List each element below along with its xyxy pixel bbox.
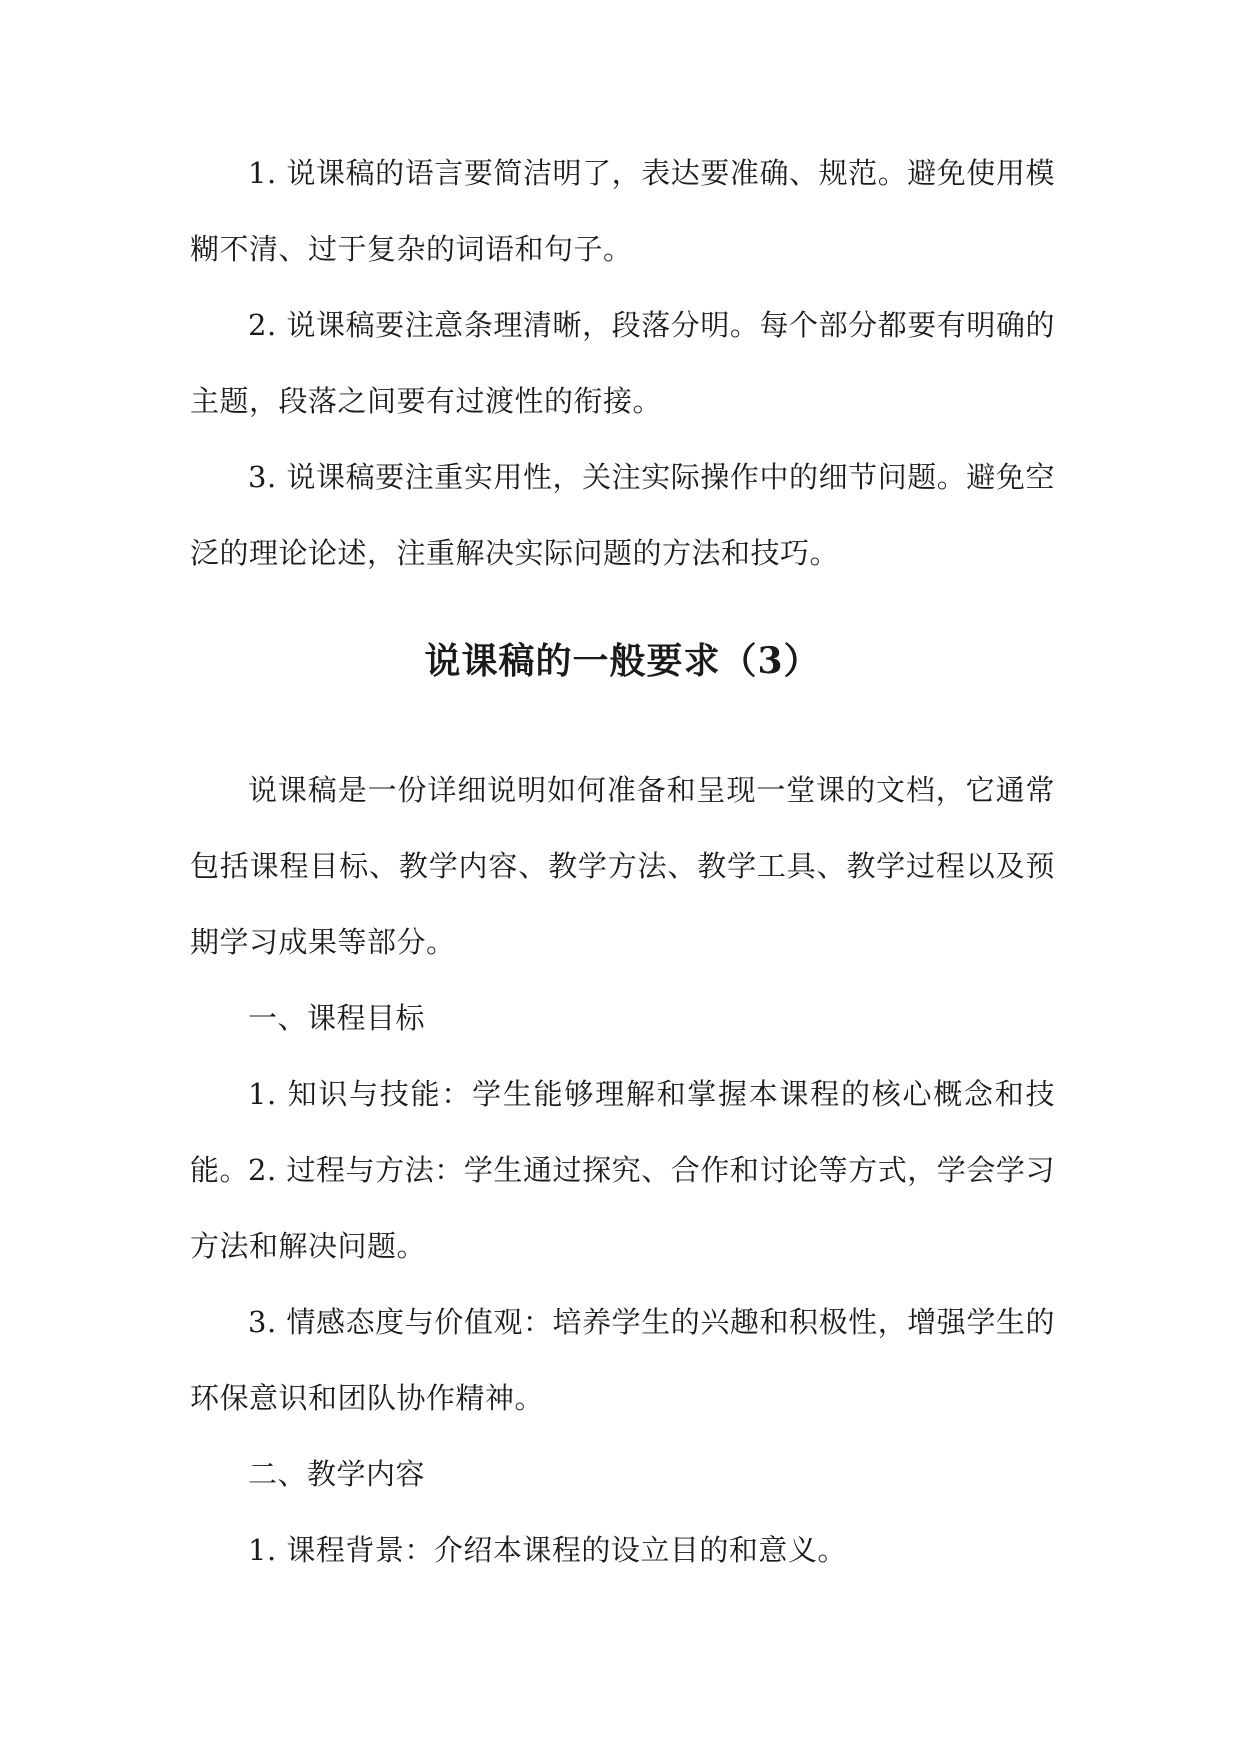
goal-item-1: 1. 知识与技能：学生能够理解和掌握本课程的核心概念和技能。: [190, 1077, 1055, 1187]
section-title: 说课稿的一般要求（3）: [424, 640, 821, 682]
paragraph-requirement-2: 2. 说课稿要注意条理清晰，段落分明。每个部分都要有明确的主题，段落之间要有过渡性的衔接。: [190, 308, 1055, 418]
content-item-1: 1. 课程背景：介绍本课程的设立目的和意义。: [248, 1533, 847, 1567]
content-heading: 二、教学内容: [248, 1457, 426, 1491]
goals-heading: 一、课程目标: [248, 1001, 426, 1035]
intro-paragraph: 说课稿是一份详细说明如何准备和呈现一堂课的文档，它通常包括课程目标、教学内容、教学方法、教学工具、教学过程以及预期学习成果等部分。: [190, 773, 1055, 959]
paragraph-requirement-1: 1. 说课稿的语言要简洁明了，表达要准确、规范。避免使用模糊不清、过于复杂的词语和句子。: [190, 156, 1055, 266]
paragraph-requirement-3: 3. 说课稿要注重实用性，关注实际操作中的细节问题。避免空泛的理论论述，注重解决实际问题的方法和技巧。: [190, 460, 1055, 570]
goal-item-2: 2. 过程与方法：学生通过探究、合作和讨论等方式，学会学习方法和解决问题。: [190, 1153, 1055, 1263]
goal-item-3: 3. 情感态度与价值观：培养学生的兴趣和积极性，增强学生的环保意识和团队协作精神。: [190, 1305, 1055, 1415]
